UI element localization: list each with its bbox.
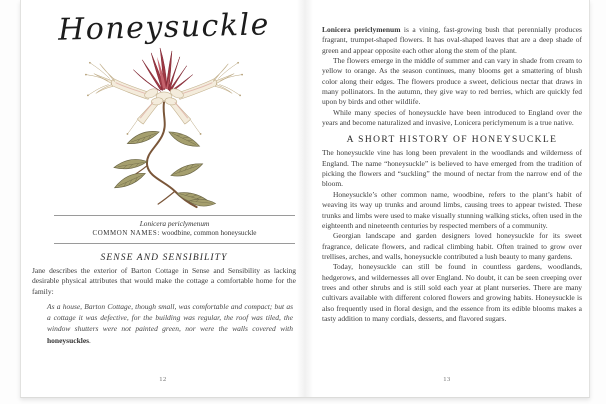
species-caption (54, 215, 295, 244)
intro-paragraph (322, 25, 582, 56)
austen-quote (47, 301, 293, 346)
native-species-paragraph: While many species of honeysuckle have been introduced to England over the years and become naturalized and invasive, Lonicera periclymenum is a true native. (322, 107, 582, 128)
latin-name: Lonicera periclymenum (139, 218, 210, 228)
sense-and-sensibility-heading: SENSE AND SENSIBILITY (100, 252, 228, 263)
leaves (112, 127, 215, 208)
history-paragraph-3: Georgian landscape and garden designers loved honeysuckle for its sweet fragrance, delicate flowers, and radical climbing habit. Often trained to grow over trellises, arches, and walls, honeysuckle contributed a lush beauty to many gardens. (322, 231, 582, 261)
quote-italic-text: As a house, Barton Cottage, though small, was comfortable and compact; but as a cottage it was defective, for the building was regular, the roof was tiled, the window shutters were not painted green, nor were the walls covered with (47, 301, 293, 334)
history-paragraph-2: Honeysuckle’s other common name, woodbine, refers to the plant’s habit of weaving its way up trunks and around limbs, causing trees to appear twisted. These trunks and limbs were used to make visually stunning walking sticks, often used in the eighteenth and nineteenth centuries by respected members of a community. (322, 189, 582, 230)
history-paragraph-1: The honeysuckle vine has long been prevalent in the woodlands and wilderness of England. The name “honeysuckle” is believed to have emerged from the tradition of picking the flowers and “suckling” the mound of nectar from the narrow end of the bloom. (322, 148, 582, 189)
intro-paragraph-text: is a vining, fast-growing bush that perennially produces fragrant, trumpet-shaped flowers. It has oval-shaped leaves that are a deep shade of green and appear opposite each other along the stem of the plant. (322, 25, 582, 55)
honeysuckle-illustration (47, 45, 282, 213)
flowers-paragraph: The flowers emerge in the middle of summer and can vary in shade from cream to yellow to orange. As the season continues, many blooms get a smattering of blush color along their edges. The flowers produce a sweet, delicious nectar that draws in many pollinators. In the autumn, they give way to red berries, which are quickly fed upon by birds and other wildlife. (322, 56, 582, 107)
common-names-line (54, 229, 295, 239)
sense-intro-paragraph: Jane describes the exterior of Barton Cottage in Sense and Sensibility as lacking desirable physical attributes that would make the cottage a comfortable home for the family: (32, 265, 296, 296)
quote-terminator: . (89, 335, 91, 345)
right-page-number: 13 (443, 376, 451, 383)
flower-buds (133, 48, 192, 92)
left-page-number: 12 (159, 376, 167, 383)
left-page (21, 0, 305, 397)
book-spread (20, 0, 590, 398)
quote-bold-word: honeysuckles (47, 335, 90, 345)
common-names-label: COMMON NAMES: (92, 230, 160, 238)
history-paragraph-4: Today, honeysuckle can still be found in countless gardens, woodlands, hedgerows, and wildernesses all over England. No doubt, it can be seen creeping over trees and other shrubs and is still sold each year at plant nurseries. There are many cultivars available with different colored flowers and growing habits. Honeysuckle is also frequently used in floral design, and the essence from its edible blooms makes a tasty addition to many cordials, desserts, and flavored sugars. (322, 262, 582, 323)
species-name-bold: Lonicera periclymenum (322, 25, 401, 34)
common-names-value: woodbine, common honeysuckle (159, 229, 257, 238)
right-page (305, 0, 589, 397)
history-heading: A SHORT HISTORY OF HONEYSUCKLE (346, 135, 558, 146)
chapter-title: Honeysuckle (57, 7, 271, 48)
